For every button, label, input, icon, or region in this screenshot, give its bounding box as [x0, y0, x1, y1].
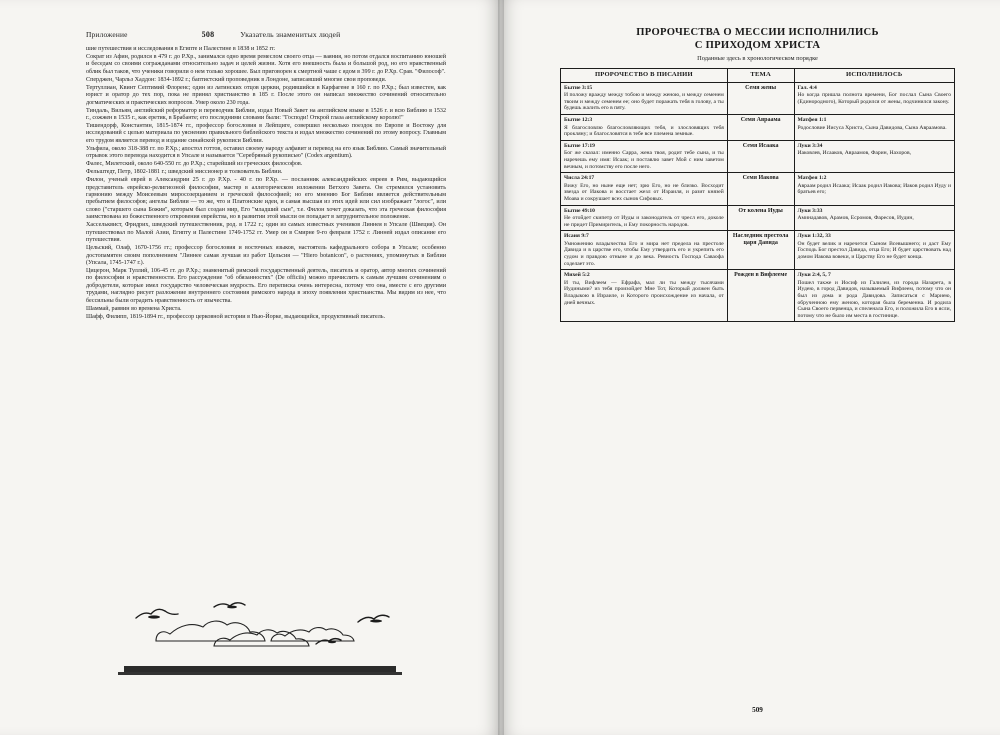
cell-prophecy: [561, 231, 728, 270]
dictionary-entry: Сперджен, Чарльз Хаддон: 1834-1892 г.; баптистский проповедник в Лондоне, записавший многие свои проповеди.: [86, 76, 387, 83]
cell-fulfillment: [794, 140, 955, 172]
running-head-page-number: 508: [201, 30, 215, 39]
page-title-line2: С ПРИХОДОМ ХРИСТА: [694, 40, 821, 51]
fulfillment-text: Родословие Иисуса Христа, Сына Давидова, Сына Авраамова.: [797, 124, 947, 131]
cell-theme: Семя Авраама: [727, 114, 794, 140]
table-row: [561, 270, 955, 322]
birds-over-clouds-icon: [110, 600, 410, 680]
cell-fulfillment: [794, 114, 955, 140]
dictionary-entry: Тишендорф, Константин, 1815-1874 гг., профессор богословия в Лейпциге, совершил несколько поездок по Европе и Востоку для исследований с целью материала по уяснению правильного библейского текста и издал множество сочинений по этому вопросу. Главным его трудом является перевод и издание синайской рукописи Библии.: [86, 123, 446, 144]
dictionary-entry: Цельский, Олаф, 1670-1756 гг.; профессор богословия и восточных языков, настоятель кафедрального собора в Упсале; особенно достопамятен своим пополнением "Линнее самая лучшая из работ Цельсия — "Hiero botanicon", о растениях, упоминутых в Библии (Упсала, 1745-1747 г.).: [86, 245, 446, 266]
page-subtitle: Поданные здесь в хронологическом порядке: [697, 55, 818, 62]
cell-prophecy: [561, 140, 728, 172]
page-number: 509: [752, 706, 763, 714]
table-header-row: [561, 69, 955, 83]
prophecy-text: И ты, Вифлеем — Ефрафа, мал ли ты между тысячами Иудиными? из тебя произойдет Мне Тот, Который должен быть Владыкою в Израиле, и Которого происхождение из начала, от дней вечных.: [564, 279, 724, 306]
column-header-prophecy: ПРОРОЧЕСТВО В ПИСАНИИ: [561, 69, 728, 83]
dictionary-entry: Тиндаль, Вильям, английский реформатор и переводчик Библии, издал Новый Завет на английском языке в 1526 г. и всю Библию в 1532 г., сожжен в 1535 г., как еретик, в Брабанте; его последними словами были: "Господи! Открой глаза английскому королю!": [86, 107, 446, 122]
cell-theme: Семя Исаака: [727, 140, 794, 172]
dictionary-entry: Тертуллиан, Квинт Септимий Флоренс; один из латинских отцов церкви, родившийся в Карфагене в 160 г. по Р.Хр.; был известен, как юрист и оратор до тех пор, пока не принял христианство в 185 г. После этого он написал множество сочинений относительно догматических и практических вопросов. Умер около 230 года.: [86, 84, 446, 106]
cell-theme: Семя Иакова: [727, 173, 794, 205]
fulfillment-text: Он будет велик и наречется Сыном Всевышнего; и даст Ему Господь Бог престол Давида, отца Его; И будет царствовать над домом Иакова вовеки, и Царству Его не будет конца.: [797, 240, 951, 261]
running-head-title: Указатель знаменитых людей: [240, 30, 341, 39]
page-title-line1: ПРОРОЧЕСТВА О МЕССИИ ИСПОЛНИЛИСЬ: [636, 27, 879, 38]
page-title: [560, 26, 955, 52]
cell-prophecy: [561, 270, 728, 322]
fulfillment-text: Но когда пришла полнота времени, Бог послал Сына Своего (Единородного), Который родился от жены, подчинился закону.: [797, 92, 951, 105]
fulfillment-text: Пошел также и Иосиф из Галилеи, из города Назарета, в Иудею, в город Давидов, называемый Вифлеем, потому что он был из дома и рода Давидова. Записаться с Мариею, обрученною ему женою, которая была беременна. И родила Сына Своего первенца, и спеленала Его, и положила Его в ясли, потому что не было им места в гостинице.: [797, 279, 951, 319]
decorative-illustration: [110, 600, 410, 680]
dictionary-entry: Филон, ученый еврей в Александрии 25 г. до Р.Хр. - 40 г. по Р.Хр. — посланник александрийских евреев в Рим, выдающийся представитель еврейско-религиозной философии, мастер в аллегорическом изложении Ветхого Завета. Он стремился установить гармонию между Моисеевым миросозерцанием и греческой философией; но его мнению Бог Библии является действительным пребытием философов; ангелы Библии — то же, что и Платонские идеи, и самая высшая из этих идей или сил изображает "логос", или слово ("старшего сына Божия", которым был создан мир, Его "младший сын", т.е. Филон хочет доказать, что эта греческая философия заимствована из божественного откровения еврейства, но в развитии этой мысли он попадает в затруднительное положение.: [86, 177, 446, 221]
prophecy-reference: Михей 5:2: [564, 272, 590, 279]
table-row: [561, 140, 955, 172]
fulfillment-text: Иаковлев, Исааков, Авраамов, Фарин, Нахоров,: [797, 150, 911, 157]
table-row: [561, 82, 955, 114]
dictionary-entry: Шафф, Филипп, 1819-1894 гг., профессор церковной истории в Нью-Йорке, выдающийся, продуктивный писатель.: [86, 313, 386, 320]
cell-fulfillment: [794, 205, 955, 231]
prophecy-text: И положу вражду между тобою и между женою, и между семенем твоим и между семенем ее; оно будет поражать тебя в голову, а ты будешь жалить его в пяту.: [564, 92, 724, 112]
dictionary-entry: Сократ из Афин, родился в 479 г. до Р.Хр., занимался одно время ремеслом своего отца — ваяния, но потом отдался воспитанию юношей и беседам со своими согражданами относительно задач и целей жизни. Хотя его внешность была и большой род, но его нравственный облик был таков, что ученики говорили о нем только хорошее. Был приговорен к смертной чаше с ядом в 399 г. до Р.Хр. Срав. "Философ".: [86, 54, 446, 75]
prophecy-table: [560, 68, 955, 322]
dictionary-entry: Фалес, Милетский, около 640-550 гг. до Р.Хр.; старейший из греческих философов.: [86, 161, 303, 168]
cell-prophecy: [561, 82, 728, 114]
prophecy-reference: Бытие 12:3: [564, 116, 593, 123]
cell-fulfillment: [794, 231, 955, 270]
prophecy-text: Я благословлю благословляющих тебя, и злословящих тебя прокляну; и благословятся в тебе все племена земные.: [564, 124, 724, 138]
fulfillment-reference: Луки 3:33: [797, 207, 823, 214]
column-header-theme: ТЕМА: [727, 69, 794, 83]
dictionary-entry: Шаммай, раввин во времена Христа.: [86, 305, 182, 312]
fulfillment-reference: Луки 2:4, 5, 7: [797, 272, 831, 279]
right-page: [500, 0, 1000, 735]
running-head-section: Приложение: [86, 30, 128, 39]
column-header-fulfillment: ИСПОЛНИЛОСЬ: [794, 69, 955, 83]
cell-prophecy: [561, 114, 728, 140]
prophecy-reference: Бытие 49:10: [564, 207, 595, 214]
fulfillment-reference: Матфея 1:1: [797, 116, 827, 123]
table-row: [561, 231, 955, 270]
dictionary-entry: Цицерон, Марк Туллий, 106-45 гг. до Р.Хр.; знаменитый римский государственный деятель, писатель и оратор, автор многих сочинений по философии и нравственности. Его рассуждение "об обязанностях" (De officiis) можно причислить к самым лучшим сочинениям о добродетели, которые имел государство человеческая мудрость. Его переписка очень интересна, потому что она, вместе с его другими трудами, наглядно рисует разложение внутреннего состояния римского народа в эпоху появления христианства. Мы видим из нее, что бессильны были оградить нравственность от язычества.: [86, 267, 446, 304]
fulfillment-reference: Луки 1:32, 33: [797, 233, 831, 240]
prophecy-text: Вижу Его, но ныне еще нет; зрю Его, но не близко. Восходит звезда от Иакова и восстает жезл от Израиля, и разит князей Моава и сокрушает всех сынов Сифовых.: [564, 182, 724, 202]
table-row: [561, 114, 955, 140]
dictionary-entry: Ульфила, около 318-388 гг. по Р.Хр.; апостол готтов, оставил своему народу алфавит и перевод на его язык Библию. Самый значительный отрывок этого перевода находится в Упсале и называется "Серебряный рукописью" (Codex argentium).: [86, 145, 446, 160]
fulfillment-text: Авраам родил Исаака; Исаак родил Иакова; Иаков родил Иуду и братьев его;: [797, 182, 951, 196]
cell-prophecy: [561, 205, 728, 231]
prophecy-text: Не отойдет скипетр от Иуды и законодатель от чресл его, доколе не придет Примиритель, и Ему покорность народов.: [564, 215, 724, 228]
prophecy-reference: Числа 24:17: [564, 175, 595, 182]
cell-fulfillment: [794, 173, 955, 205]
prophecy-text: Бог же сказал: именно Сарра, жена твоя, родит тебе сына, и ты наречешь ему имя: Исаак; и поставлю завет Мой с ним заветом вечным, и потомству его после него.: [564, 150, 724, 170]
prophecy-reference: Бытие 3:15: [564, 84, 593, 91]
cell-fulfillment: [794, 82, 955, 114]
cell-theme: Рожден в Вифлееме: [727, 270, 794, 322]
running-head: [86, 30, 446, 39]
cell-theme: От колена Иуды: [727, 205, 794, 231]
dictionary-entry: шие путешествия и исследования в Египте и Палестине в 1838 и 1852 гг.: [86, 46, 276, 52]
cell-fulfillment: [794, 270, 955, 322]
cell-theme: Семя жены: [727, 82, 794, 114]
fulfillment-reference: Матфея 1:2: [797, 175, 827, 182]
table-row: [561, 205, 955, 231]
fulfillment-reference: Гал. 4:4: [797, 84, 817, 91]
dictionary-entries: [86, 46, 446, 321]
prophecy-reference: Исаия 9:7: [564, 233, 589, 240]
cell-prophecy: [561, 173, 728, 205]
cell-theme: Наследник престола царя Давида: [727, 231, 794, 270]
table-row: [561, 173, 955, 205]
dictionary-entry: Хассельквист, Фридрих, шведский путешественник, род. в 1722 г.; один из самых известных учеников Линнея в Упсале (Швеция). Он путешествовал по Малой Азии, Египту и Палестине 1749-1752 гг. Умер он в Смирне 9-го февраля 1752 г. Линней издал описание его путешествия.: [86, 222, 446, 244]
dictionary-entry: Фельштедт, Петр, 1802-1881 г.; шведский миссионер и толкователь Библии.: [86, 169, 283, 176]
fulfillment-reference: Луки 3:34: [797, 142, 823, 149]
book-gutter: [498, 0, 504, 735]
fulfillment-text: Аминадавов, Арамов, Есромов, Фаресов, Иудин,: [797, 215, 914, 222]
prophecy-text: Умножению владычества Его и мира нет предела на престоле Давида и в царстве его, чтобы Ему утвердить его и укрепить его судом и правдою отныне и до века. Ревность Господа Саваофа соделает это.: [564, 240, 724, 267]
prophecy-reference: Бытие 17:19: [564, 142, 595, 149]
